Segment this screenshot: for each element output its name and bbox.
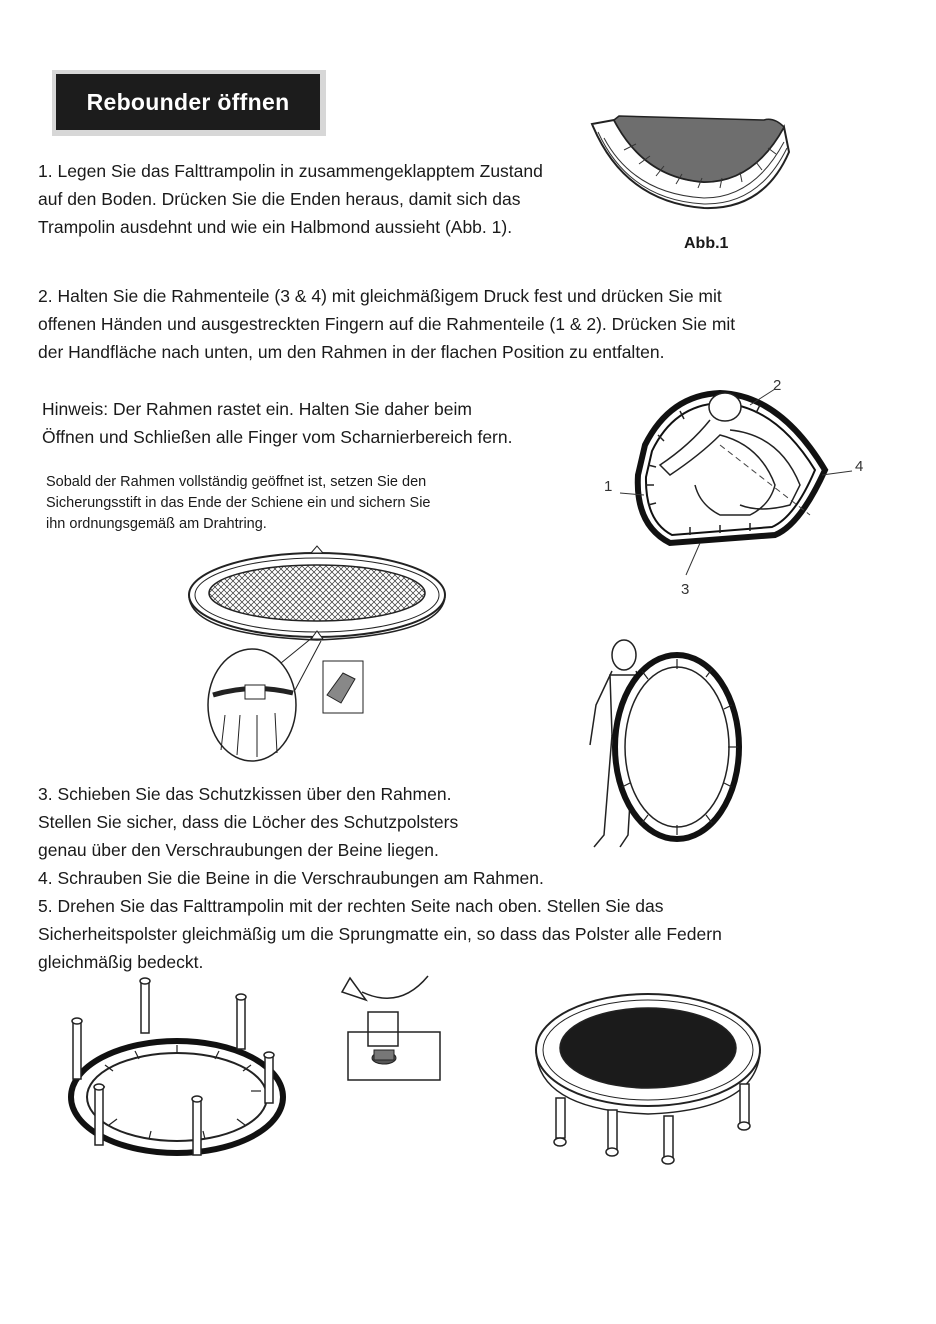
frame-label-1: 1 [604,478,613,495]
step2-line: der Handfläche nach unten, um den Rahmen in der flachen Position zu entfalten. [38,342,665,362]
step1-line: 1. Legen Sie das Falttrampolin in zusammengeklapptem Zustand [38,161,543,181]
step2-text [38,282,735,366]
step1-line: Trampolin ausdehnt und wie ein Halbmond aussieht (Abb. 1). [38,217,513,237]
step2-line: 2. Halten Sie die Rahmenteile (3 & 4) mit gleichmäßigem Druck fest und drücken Sie mit [38,286,722,306]
steps-3-5-text [38,780,722,976]
step2-line: offenen Händen und ausgestreckten Fingern auf die Rahmenteile (1 & 2). Drücken Sie mit [38,314,736,334]
warning-note [42,395,512,451]
note-line: Öffnen und Schließen alle Finger vom Scharnierbereich fern. [42,427,513,447]
step3-line: 3. Schieben Sie das Schutzkissen über den Rahmen. [38,784,452,804]
step1-line: auf den Boden. Drücken Sie die Enden heraus, damit sich das [38,189,521,209]
trampoline-with-legs-illustration [65,975,295,1160]
pin-note-line: Sicherungsstift in das Ende der Schiene ein und sichern Sie [46,495,431,511]
pin-note-line: ihn ordnungsgemäß am Drahtring. [46,516,267,532]
step3-line: genau über den Verschraubungen der Beine liegen. [38,840,439,860]
frame-label-3: 3 [681,581,690,598]
half-moon-trampoline-illustration [584,112,804,222]
step5-line: Sicherheitspolster gleichmäßig um die Sprungmatte ein, so dass das Polster alle Federn [38,924,722,944]
note-line: Hinweis: Der Rahmen rastet ein. Halten Sie daher beim [42,399,472,419]
frame-label-2: 2 [773,377,782,394]
step5-line: gleichmäßig bedeckt. [38,952,204,972]
pin-note-line: Sobald der Rahmen vollständig geöffnet ist, setzen Sie den [46,474,427,490]
step4-line: 4. Schrauben Sie die Beine in die Verschraubungen am Rahmen. [38,868,544,888]
figure-label-abb1: Abb.1 [684,235,729,252]
page-title: Rebounder öffnen [56,74,320,130]
step3-line: Stellen Sie sicher, dass die Löcher des Schutzpolsters [38,812,459,832]
frame-label-4: 4 [855,458,864,475]
step5-line: 5. Drehen Sie das Falttrampolin mit der rechten Seite nach oben. Stellen Sie das [38,896,664,916]
pin-note [46,472,430,535]
person-unfolding-frame-illustration [600,375,870,600]
leg-screw-detail-illustration [340,970,450,1085]
assembled-trampoline-illustration [530,992,770,1172]
step1-text [38,157,543,241]
oval-trampoline-net-illustration [185,545,455,765]
